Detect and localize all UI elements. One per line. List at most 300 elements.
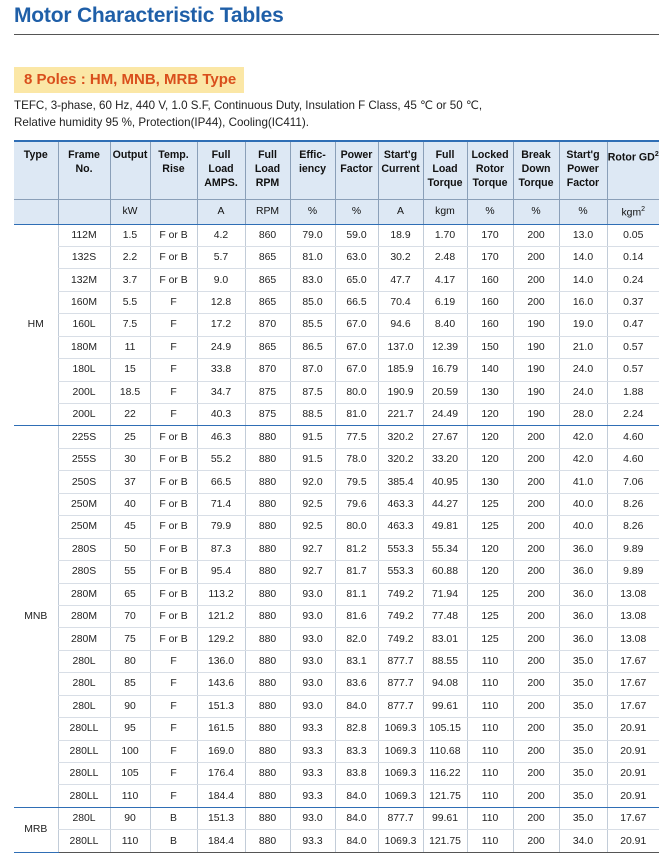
table-cell: 4.60 (607, 448, 659, 470)
table-cell: 180M (58, 336, 110, 358)
table-cell: 83.8 (335, 763, 378, 785)
table-cell: 40.3 (197, 404, 245, 426)
column-header: Effic- iency (290, 141, 335, 199)
superscript-two: 2 (654, 151, 659, 158)
page-title: Motor Characteristic Tables (14, 4, 284, 27)
table-cell: 83.3 (335, 740, 378, 762)
table-cell: 880 (245, 516, 290, 538)
table-row (14, 718, 659, 740)
table-cell: 1069.3 (378, 718, 423, 740)
table-cell: 55.34 (423, 538, 467, 560)
table-cell: 36.0 (559, 583, 607, 605)
table-cell: 121.75 (423, 830, 467, 852)
table-cell: 5.5 (110, 291, 150, 313)
table-cell: 184.4 (197, 830, 245, 852)
table-cell: 81.2 (335, 538, 378, 560)
table-cell: 116.22 (423, 763, 467, 785)
table-cell: 875 (245, 381, 290, 403)
table-cell: 87.5 (290, 381, 335, 403)
table-cell: F or B (150, 538, 197, 560)
table-cell: 120 (467, 538, 513, 560)
table-cell: 870 (245, 314, 290, 336)
table-cell: 200 (513, 718, 559, 740)
spec-line-1: TEFC, 3-phase, 60 Hz, 440 V, 1.0 S.F, Continuous Duty, Insulation F Class, 45 ℃ or 50 ℃, (14, 99, 483, 112)
table-cell: 169.0 (197, 740, 245, 762)
table-cell: F (150, 763, 197, 785)
table-row (14, 426, 659, 448)
table-cell: 42.0 (559, 426, 607, 448)
table-cell: 0.57 (607, 336, 659, 358)
table-row (14, 673, 659, 695)
motor-characteristic-table (14, 140, 659, 853)
table-cell: 880 (245, 471, 290, 493)
table-cell: 160 (467, 291, 513, 313)
table-cell: 463.3 (378, 516, 423, 538)
table-cell: 0.37 (607, 291, 659, 313)
table-cell: 27.67 (423, 426, 467, 448)
table-cell: 94.6 (378, 314, 423, 336)
table-cell: 94.08 (423, 673, 467, 695)
table-cell: 121.2 (197, 605, 245, 627)
table-row (14, 314, 659, 336)
table-cell: 250M (58, 493, 110, 515)
table-cell: 85.5 (290, 314, 335, 336)
table-cell: 200 (513, 448, 559, 470)
table-cell: 15 (110, 359, 150, 381)
table-cell: 35.0 (559, 807, 607, 829)
column-header: Start'g Current (378, 141, 423, 199)
table-cell: 67.0 (335, 314, 378, 336)
table-cell: 143.6 (197, 673, 245, 695)
table-cell: 70 (110, 605, 150, 627)
table-cell: 0.47 (607, 314, 659, 336)
table-cell: 0.24 (607, 269, 659, 291)
table-cell: 83.01 (423, 628, 467, 650)
table-cell: 40.0 (559, 493, 607, 515)
table-cell: 6.19 (423, 291, 467, 313)
table-cell: 17.67 (607, 650, 659, 672)
table-cell: 221.7 (378, 404, 423, 426)
table-cell: 880 (245, 807, 290, 829)
column-header: Full Load RPM (245, 141, 290, 199)
table-cell: 0.05 (607, 224, 659, 246)
table-row (14, 830, 659, 852)
table-cell: 870 (245, 359, 290, 381)
table-cell: F or B (150, 246, 197, 268)
column-unit: % (513, 199, 559, 224)
table-cell: F (150, 314, 197, 336)
table-cell: 880 (245, 785, 290, 807)
table-cell: 0.57 (607, 359, 659, 381)
column-header: Full Load Torque (423, 141, 467, 199)
table-cell: 24.49 (423, 404, 467, 426)
table-cell: 877.7 (378, 650, 423, 672)
column-header: Temp. Rise (150, 141, 197, 199)
table-cell: 20.91 (607, 763, 659, 785)
table-cell: 280L (58, 807, 110, 829)
table-cell: 110 (467, 650, 513, 672)
table-cell: 1.70 (423, 224, 467, 246)
table-cell: 200 (513, 763, 559, 785)
table-cell: 55.2 (197, 448, 245, 470)
column-unit (150, 199, 197, 224)
table-cell: 35.0 (559, 695, 607, 717)
table-cell: 20.91 (607, 718, 659, 740)
table-cell: 877.7 (378, 673, 423, 695)
table-cell: 13.08 (607, 605, 659, 627)
table-cell: 125 (467, 583, 513, 605)
table-cell: 880 (245, 561, 290, 583)
table-row (14, 561, 659, 583)
table-cell: 85 (110, 673, 150, 695)
table-cell: 93.0 (290, 583, 335, 605)
table-cell: 200 (513, 650, 559, 672)
table-cell: 200 (513, 426, 559, 448)
column-header: Break Down Torque (513, 141, 559, 199)
table-cell: 84.0 (335, 807, 378, 829)
table-cell: 880 (245, 718, 290, 740)
table-cell: 125 (467, 493, 513, 515)
table-cell: 60.88 (423, 561, 467, 583)
table-cell: 24.0 (559, 359, 607, 381)
table-cell: 125 (467, 605, 513, 627)
table-cell: 280LL (58, 763, 110, 785)
column-header: Type (14, 141, 58, 199)
table-cell: F (150, 336, 197, 358)
table-cell: 105.15 (423, 718, 467, 740)
table-cell: B (150, 830, 197, 852)
table-cell: 80.0 (335, 516, 378, 538)
table-cell: 16.79 (423, 359, 467, 381)
table-row (14, 785, 659, 807)
table-cell: 8.40 (423, 314, 467, 336)
table-cell: 9.89 (607, 538, 659, 560)
table-cell: 121.75 (423, 785, 467, 807)
table-cell: 120 (467, 404, 513, 426)
table-cell: 9.89 (607, 561, 659, 583)
table-cell: 865 (245, 291, 290, 313)
table-cell: 120 (467, 448, 513, 470)
table-cell: 28.0 (559, 404, 607, 426)
table-cell: 81.0 (335, 404, 378, 426)
table-cell: 20.91 (607, 830, 659, 852)
table-cell: 2.2 (110, 246, 150, 268)
table-cell: 91.5 (290, 448, 335, 470)
table-cell: 880 (245, 538, 290, 560)
table-cell: 132S (58, 246, 110, 268)
table-row (14, 740, 659, 762)
table-cell: 4.60 (607, 426, 659, 448)
table-cell: 170 (467, 246, 513, 268)
table-cell: F (150, 695, 197, 717)
table-cell: 78.0 (335, 448, 378, 470)
table-cell: 8.26 (607, 516, 659, 538)
table-cell: 82.0 (335, 628, 378, 650)
table-row (14, 493, 659, 515)
table-cell: 83.1 (335, 650, 378, 672)
table-row (14, 381, 659, 403)
table-cell: 13.08 (607, 583, 659, 605)
table-cell: 65 (110, 583, 150, 605)
table-cell: 880 (245, 493, 290, 515)
table-row (14, 246, 659, 268)
table-cell: 200L (58, 404, 110, 426)
table-cell: 93.3 (290, 718, 335, 740)
table-cell: F or B (150, 605, 197, 627)
table-cell: 200 (513, 516, 559, 538)
column-unit: RPM (245, 199, 290, 224)
table-cell: 92.5 (290, 516, 335, 538)
superscript-two: 2 (641, 205, 646, 213)
table-cell: 79.0 (290, 224, 335, 246)
column-unit: kgm (423, 199, 467, 224)
table-cell: 110 (467, 718, 513, 740)
column-unit: % (335, 199, 378, 224)
table-cell: 93.3 (290, 740, 335, 762)
table-cell: 877.7 (378, 695, 423, 717)
table-cell: 46.3 (197, 426, 245, 448)
table-cell: 185.9 (378, 359, 423, 381)
table-cell: 280L (58, 673, 110, 695)
table-cell: 8.26 (607, 493, 659, 515)
table-cell: 81.1 (335, 583, 378, 605)
table-row (14, 269, 659, 291)
table-cell: 18.9 (378, 224, 423, 246)
table-cell: 33.8 (197, 359, 245, 381)
table-cell: 200 (513, 695, 559, 717)
table-row (14, 404, 659, 426)
table-cell: 151.3 (197, 807, 245, 829)
table-cell: 200 (513, 538, 559, 560)
table-cell: 0.14 (607, 246, 659, 268)
motor-type-label: MRB (14, 807, 58, 852)
table-cell: 280M (58, 628, 110, 650)
table-cell: F (150, 740, 197, 762)
table-cell: 280M (58, 605, 110, 627)
table-cell: 67.0 (335, 359, 378, 381)
table-cell: 5.7 (197, 246, 245, 268)
table-row (14, 650, 659, 672)
table-cell: 176.4 (197, 763, 245, 785)
table-cell: 120 (467, 426, 513, 448)
table-cell: 880 (245, 830, 290, 852)
table-cell: 93.0 (290, 673, 335, 695)
table-cell: 553.3 (378, 538, 423, 560)
table-cell: 749.2 (378, 628, 423, 650)
table-cell: 880 (245, 695, 290, 717)
table-cell: 22 (110, 404, 150, 426)
table-cell: F or B (150, 471, 197, 493)
table-cell: 45 (110, 516, 150, 538)
table-cell: 200 (513, 269, 559, 291)
table-cell: 110 (467, 740, 513, 762)
table-cell: 87.3 (197, 538, 245, 560)
table-cell: 7.06 (607, 471, 659, 493)
table-cell: 200L (58, 381, 110, 403)
table-cell: 749.2 (378, 583, 423, 605)
table-cell: 200 (513, 628, 559, 650)
table-cell: 280LL (58, 785, 110, 807)
table-cell: F or B (150, 583, 197, 605)
table-cell: 880 (245, 448, 290, 470)
table-cell: 880 (245, 426, 290, 448)
table-cell: 95 (110, 718, 150, 740)
column-unit: % (467, 199, 513, 224)
table-cell: F or B (150, 516, 197, 538)
table-cell: 40.95 (423, 471, 467, 493)
table-row (14, 516, 659, 538)
table-cell: 110 (467, 673, 513, 695)
table-cell: 200 (513, 246, 559, 268)
table-cell: 100 (110, 740, 150, 762)
table-cell: 125 (467, 628, 513, 650)
table-cell: 92.7 (290, 538, 335, 560)
table-cell: 35.0 (559, 650, 607, 672)
table-cell: 92.5 (290, 493, 335, 515)
table-cell: 35.0 (559, 785, 607, 807)
table-cell: 40 (110, 493, 150, 515)
table-cell: 280L (58, 650, 110, 672)
table-cell: 84.0 (335, 695, 378, 717)
table-cell: 59.0 (335, 224, 378, 246)
table-cell: 180L (58, 359, 110, 381)
table-cell: 99.61 (423, 807, 467, 829)
spec-line-2: Relative humidity 95 %, Protection(IP44), Cooling(IC411). (14, 116, 309, 129)
table-cell: 110 (467, 695, 513, 717)
table-cell: 160M (58, 291, 110, 313)
table-cell: 200 (513, 471, 559, 493)
table-cell: F (150, 291, 197, 313)
table-cell: 90 (110, 695, 150, 717)
table-cell: 553.3 (378, 561, 423, 583)
table-cell: F (150, 718, 197, 740)
table-cell: 17.2 (197, 314, 245, 336)
table-cell: 880 (245, 628, 290, 650)
table-cell: 200 (513, 807, 559, 829)
table-cell: 90 (110, 807, 150, 829)
table-cell: 280LL (58, 740, 110, 762)
table-cell: 16.0 (559, 291, 607, 313)
table-cell: 79.6 (335, 493, 378, 515)
table-cell: 280S (58, 538, 110, 560)
column-header: Locked Rotor Torque (467, 141, 513, 199)
table-cell: 49.81 (423, 516, 467, 538)
table-cell: 130 (467, 471, 513, 493)
table-cell: F or B (150, 561, 197, 583)
table-cell: F or B (150, 493, 197, 515)
table-cell: 860 (245, 224, 290, 246)
table-cell: 110 (467, 785, 513, 807)
column-unit (14, 199, 58, 224)
table-cell: 99.61 (423, 695, 467, 717)
table-cell: 77.48 (423, 605, 467, 627)
table-cell: 82.8 (335, 718, 378, 740)
table-row (14, 583, 659, 605)
table-cell: 190 (513, 404, 559, 426)
table-cell: 83.6 (335, 673, 378, 695)
table-cell: 24.9 (197, 336, 245, 358)
table-cell: 50 (110, 538, 150, 560)
table-cell: 1069.3 (378, 740, 423, 762)
table-cell: 280L (58, 695, 110, 717)
table-cell: 320.2 (378, 448, 423, 470)
table-cell: 110 (467, 830, 513, 852)
table-cell: 200 (513, 785, 559, 807)
table-cell: 93.3 (290, 785, 335, 807)
table-cell: 880 (245, 650, 290, 672)
table-row (14, 807, 659, 829)
table-cell: 1069.3 (378, 830, 423, 852)
table-cell: 93.3 (290, 830, 335, 852)
table-cell: B (150, 807, 197, 829)
table-cell: 463.3 (378, 493, 423, 515)
table-cell: 184.4 (197, 785, 245, 807)
table-cell: 93.0 (290, 605, 335, 627)
section-subtitle: 8 Poles : HM, MNB, MRB Type (14, 67, 244, 93)
table-cell: F or B (150, 426, 197, 448)
table-cell: 280M (58, 583, 110, 605)
table-row (14, 695, 659, 717)
table-cell: 21.0 (559, 336, 607, 358)
table-cell: 34.7 (197, 381, 245, 403)
table-cell: 110.68 (423, 740, 467, 762)
table-cell: 88.55 (423, 650, 467, 672)
table-cell: 200 (513, 291, 559, 313)
table-cell: 30.2 (378, 246, 423, 268)
table-cell: 13.08 (607, 628, 659, 650)
table-row (14, 471, 659, 493)
table-cell: 255S (58, 448, 110, 470)
table-cell: 80.0 (335, 381, 378, 403)
table-cell: 880 (245, 763, 290, 785)
table-cell: 280S (58, 561, 110, 583)
table-cell: 12.8 (197, 291, 245, 313)
table-row (14, 763, 659, 785)
table-cell: 25 (110, 426, 150, 448)
table-cell: 18.5 (110, 381, 150, 403)
column-header: Start'g Power Factor (559, 141, 607, 199)
table-cell: 87.0 (290, 359, 335, 381)
table-cell: 44.27 (423, 493, 467, 515)
table-cell: F (150, 673, 197, 695)
table-cell: 36.0 (559, 561, 607, 583)
table-cell: 35.0 (559, 740, 607, 762)
table-cell: 200 (513, 583, 559, 605)
table-cell: 200 (513, 605, 559, 627)
table-cell: 77.5 (335, 426, 378, 448)
table-cell: 14.0 (559, 246, 607, 268)
table-cell: 105 (110, 763, 150, 785)
table-cell: 14.0 (559, 269, 607, 291)
table-cell: 1069.3 (378, 785, 423, 807)
table-cell: 81.7 (335, 561, 378, 583)
table-cell: 280LL (58, 718, 110, 740)
table-cell: 91.5 (290, 426, 335, 448)
table-row (14, 224, 659, 246)
table-cell: 35.0 (559, 763, 607, 785)
table-cell: 47.7 (378, 269, 423, 291)
table-cell: 12.39 (423, 336, 467, 358)
column-header: Power Factor (335, 141, 378, 199)
table-cell: 81.6 (335, 605, 378, 627)
table-cell: 140 (467, 359, 513, 381)
table-cell: 865 (245, 269, 290, 291)
column-header: Rotor $GD^2$ (607, 141, 659, 199)
table-cell: 67.0 (335, 336, 378, 358)
table-cell: 42.0 (559, 448, 607, 470)
table-cell: 34.0 (559, 830, 607, 852)
table-cell: F (150, 404, 197, 426)
